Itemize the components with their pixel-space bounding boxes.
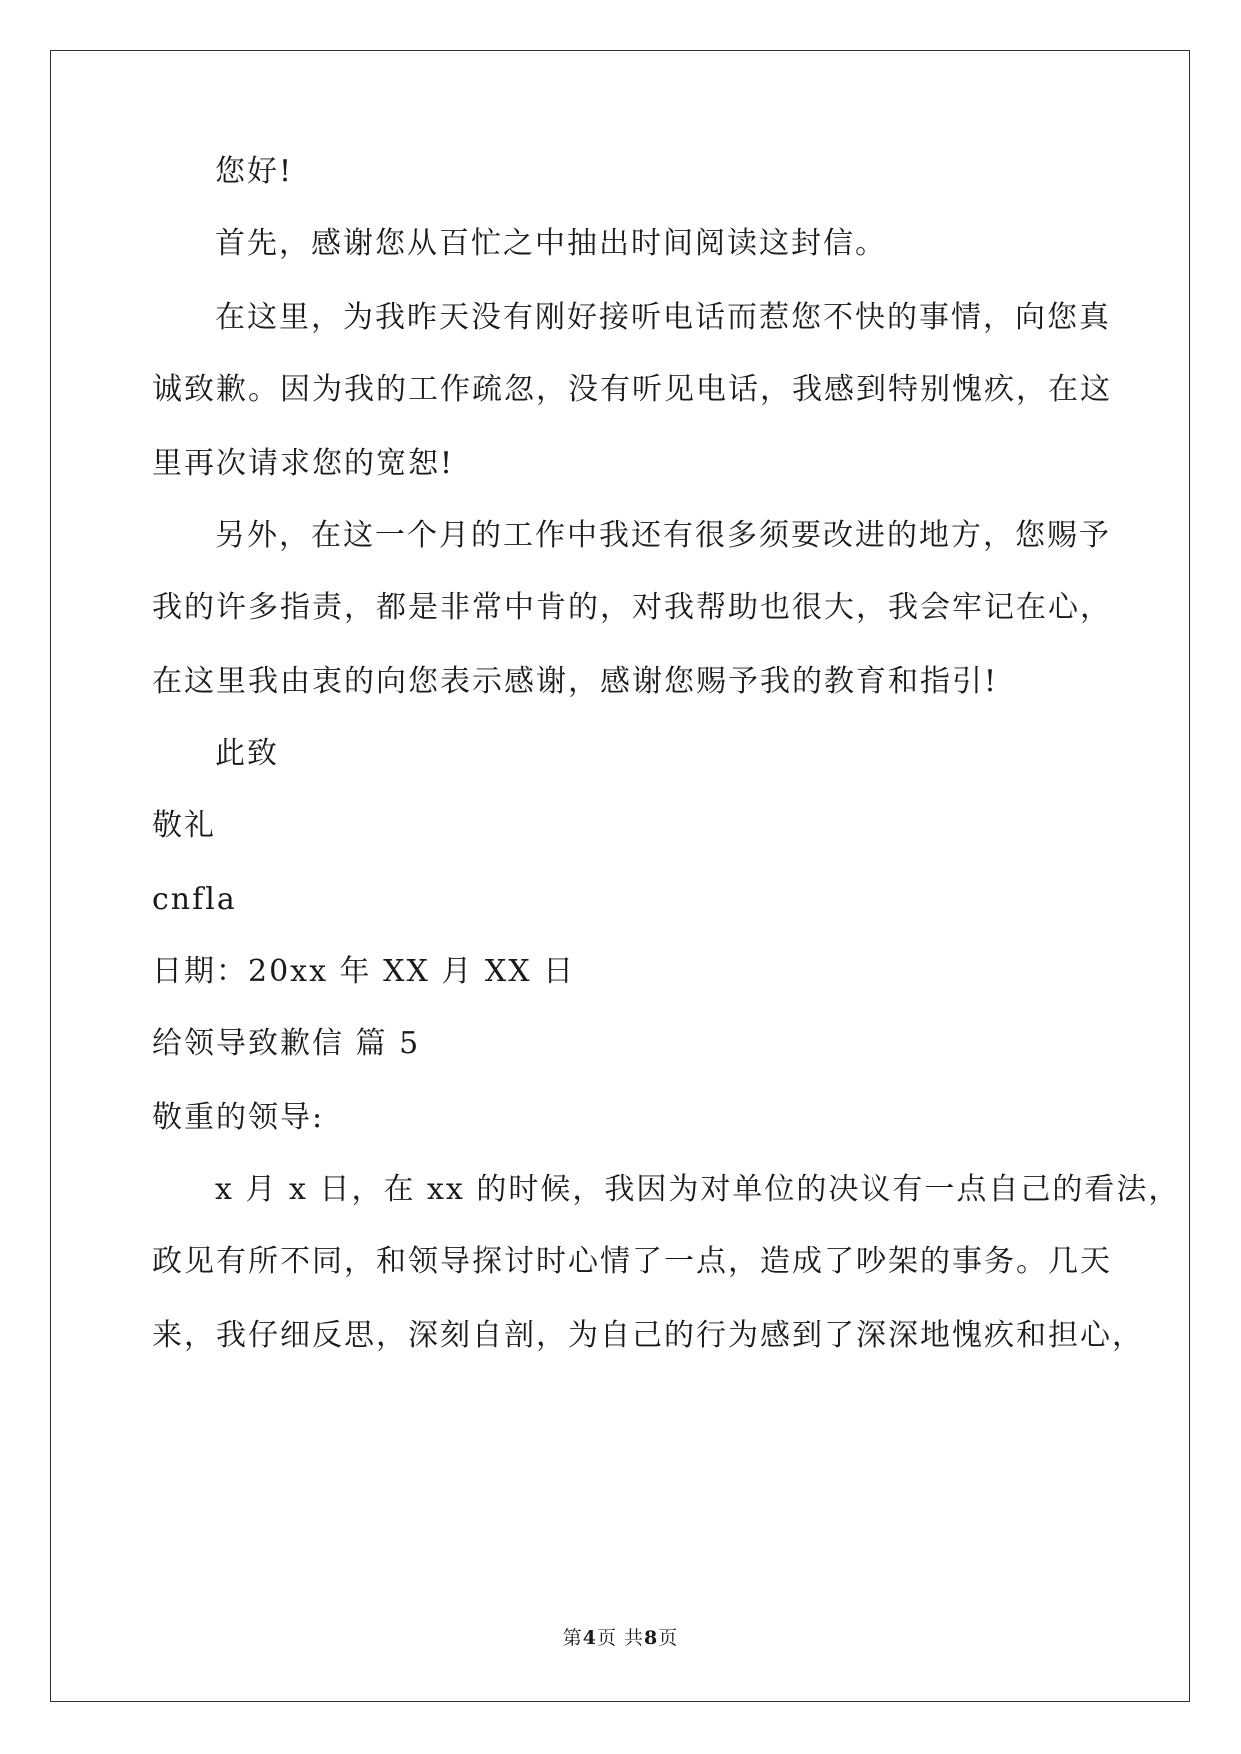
body-line: 另外，在这一个月的工作中我还有很多须要改进的地方，您赐予 <box>215 518 1111 553</box>
body-line: 首先，感谢您从百忙之中抽出时间阅读这封信。 <box>215 226 887 261</box>
section-heading: 给领导致歉信 篇 5 <box>152 1026 421 1061</box>
footer-middle: 页 共 <box>596 1627 645 1649</box>
closing-salute: 敬礼 <box>152 808 216 843</box>
greeting-line: 您好! <box>215 154 294 189</box>
total-page-number: 8 <box>644 1627 659 1649</box>
body-line: 政见有所不同，和领导探讨时心情了一点，造成了吵架的事务。几天 <box>152 1244 1112 1279</box>
body-line: 在这里我由衷的向您表示感谢，感谢您赐予我的教育和指引! <box>152 664 999 699</box>
body-line: x 月 x 日，在 xx 的时候，我因为对单位的决议有一点自己的看法， <box>215 1172 1181 1207</box>
body-line: 我的许多指责，都是非常中肯的，对我帮助也很大，我会牢记在心， <box>152 590 1112 625</box>
footer-prefix: 第 <box>562 1627 583 1649</box>
page-footer <box>0 1626 1241 1650</box>
body-line: 诚致歉。因为我的工作疏忽，没有听见电话，我感到特别愧疚，在这 <box>152 372 1112 407</box>
signature-line: cnfla <box>152 882 237 917</box>
closing-line: 此致 <box>215 736 279 771</box>
current-page-number: 4 <box>582 1627 597 1649</box>
body-line: 里再次请求您的宽恕! <box>152 446 455 481</box>
salutation-line: 敬重的领导: <box>152 1100 325 1135</box>
body-line: 在这里，为我昨天没有刚好接听电话而惹您不快的事情，向您真 <box>215 300 1111 335</box>
footer-suffix: 页 <box>658 1627 679 1649</box>
body-line: 来，我仔细反思，深刻自剖，为自己的行为感到了深深地愧疚和担心， <box>152 1318 1144 1353</box>
date-line: 日期：20xx 年 XX 月 XX 日 <box>152 954 576 989</box>
